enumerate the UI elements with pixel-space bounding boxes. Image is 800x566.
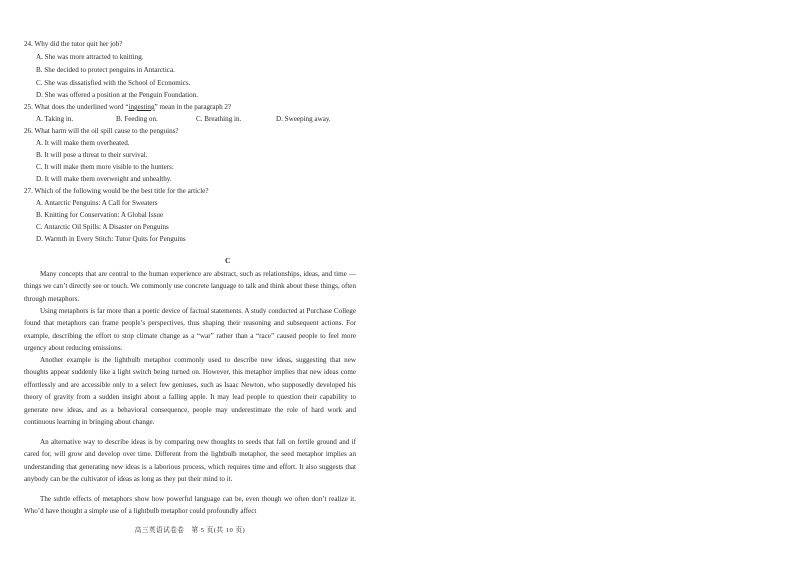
q24-option-b: B. She decided to protect penguins in Antarctica. (36, 66, 175, 74)
question-26 (24, 127, 179, 135)
question-24 (24, 40, 122, 48)
q26-option-a: A. It will make them overheated. (36, 139, 130, 147)
q24-option-a: A. She was more attracted to knitting. (36, 53, 144, 61)
section-heading: C (225, 256, 231, 265)
q27-option-a: A. Antarctic Penguins: A Call for Sweaters (36, 199, 158, 207)
paragraph-3: Another example is the lightbulb metaphor commonly used to describe new ideas, suggesting that new thoughts appear suddenly like a light switch being turned on. However, this metaphor implies that new ideas come effortlessly and are accessible only to a select few geniuses, such as Isaac Newton, who supposedly developed his theory of gravity from a sudden insight about a falling apple. It may lead people to question their capability to generate new ideas, and as a behavioral consequence, people may underestimate the role of hard work and continuous learning in bringing about change. (24, 356, 356, 427)
q26-option-d: D. It will make them overweight and unhealthy. (36, 175, 172, 183)
question-number: 25. (24, 103, 33, 111)
paragraph-1: Many concepts that are central to the human experience are abstract, such as relationships, ideas, and time — things we can’t directly see or touch. We commonly use concrete language to talk and think about these things, often through metaphors. (24, 270, 356, 303)
q25-option-a: A. Taking in. (36, 115, 74, 123)
question-stem-after: ” mean in the paragraph 2? (154, 103, 232, 111)
paragraph-5: The subtle effects of metaphors show how powerful language can be, even though we often don’t realize it. Who’d have thought a simple use of a lightbulb metaphor could profoundly affect (24, 495, 356, 516)
q27-option-c: C. Antarctic Oil Spills: A Disaster on Penguins (36, 223, 169, 231)
q27-option-d: D. Warmth in Every Stitch: Tutor Quits for Penguins (36, 235, 186, 243)
q25-option-d: D. Sweeping away. (276, 115, 331, 123)
question-stem: Which of the following would be the best title for the article? (34, 187, 209, 195)
question-stem: Why did the tutor quit her job? (34, 40, 123, 48)
question-stem: What harm will the oil spill cause to the penguins? (34, 127, 179, 135)
question-number: 24. (24, 40, 33, 48)
q24-option-c: C. She was dissatisfied with the School of Economics. (36, 79, 191, 87)
q26-option-b: B. It will pose a threat to their survival. (36, 151, 148, 159)
question-25 (24, 103, 231, 111)
paragraph-4: An alternative way to describe ideas is by comparing new thoughts to seeds that fall on fertile ground and if cared for, will grow and develop over time. Different from the lightbulb metaphor, the seed metaphor implies an understanding that generating new ideas is a laborious process, which requires time and effort. It also suggests that anybody can be the cultivator of ideas as long as they put their mind to it. (24, 438, 356, 484)
q26-option-c: C. It will make them more visible to the hunters. (36, 163, 174, 171)
q24-option-d: D. She was offered a position at the Penguin Foundation. (36, 91, 199, 99)
page-footer: 高三英语试卷卷 第 5 页(共 10 页) (134, 527, 246, 534)
q25-options-row (36, 115, 356, 123)
question-number: 27. (24, 187, 33, 195)
question-stem-before: What does the underlined word “ (34, 103, 129, 111)
q27-option-b: B. Knitting for Conservation: A Global Issue (36, 211, 164, 219)
question-number: 26. (24, 127, 33, 135)
question-27 (24, 187, 208, 195)
q25-option-b: B. Feeding on. (116, 115, 158, 123)
q25-option-c: C. Breathing in. (196, 115, 242, 123)
underlined-word: ingesting (128, 103, 155, 111)
paragraph-2: Using metaphors is far more than a poetic device of factual statements. A study conducted at Purchase College found that metaphors can frame people’s perspectives, thus shaping their reasoning and subsequent actions. For example, describing the effort to stop climate change as a “war” rather than a “race” caused people to feel more urgency about reducing emissions. (24, 307, 356, 353)
